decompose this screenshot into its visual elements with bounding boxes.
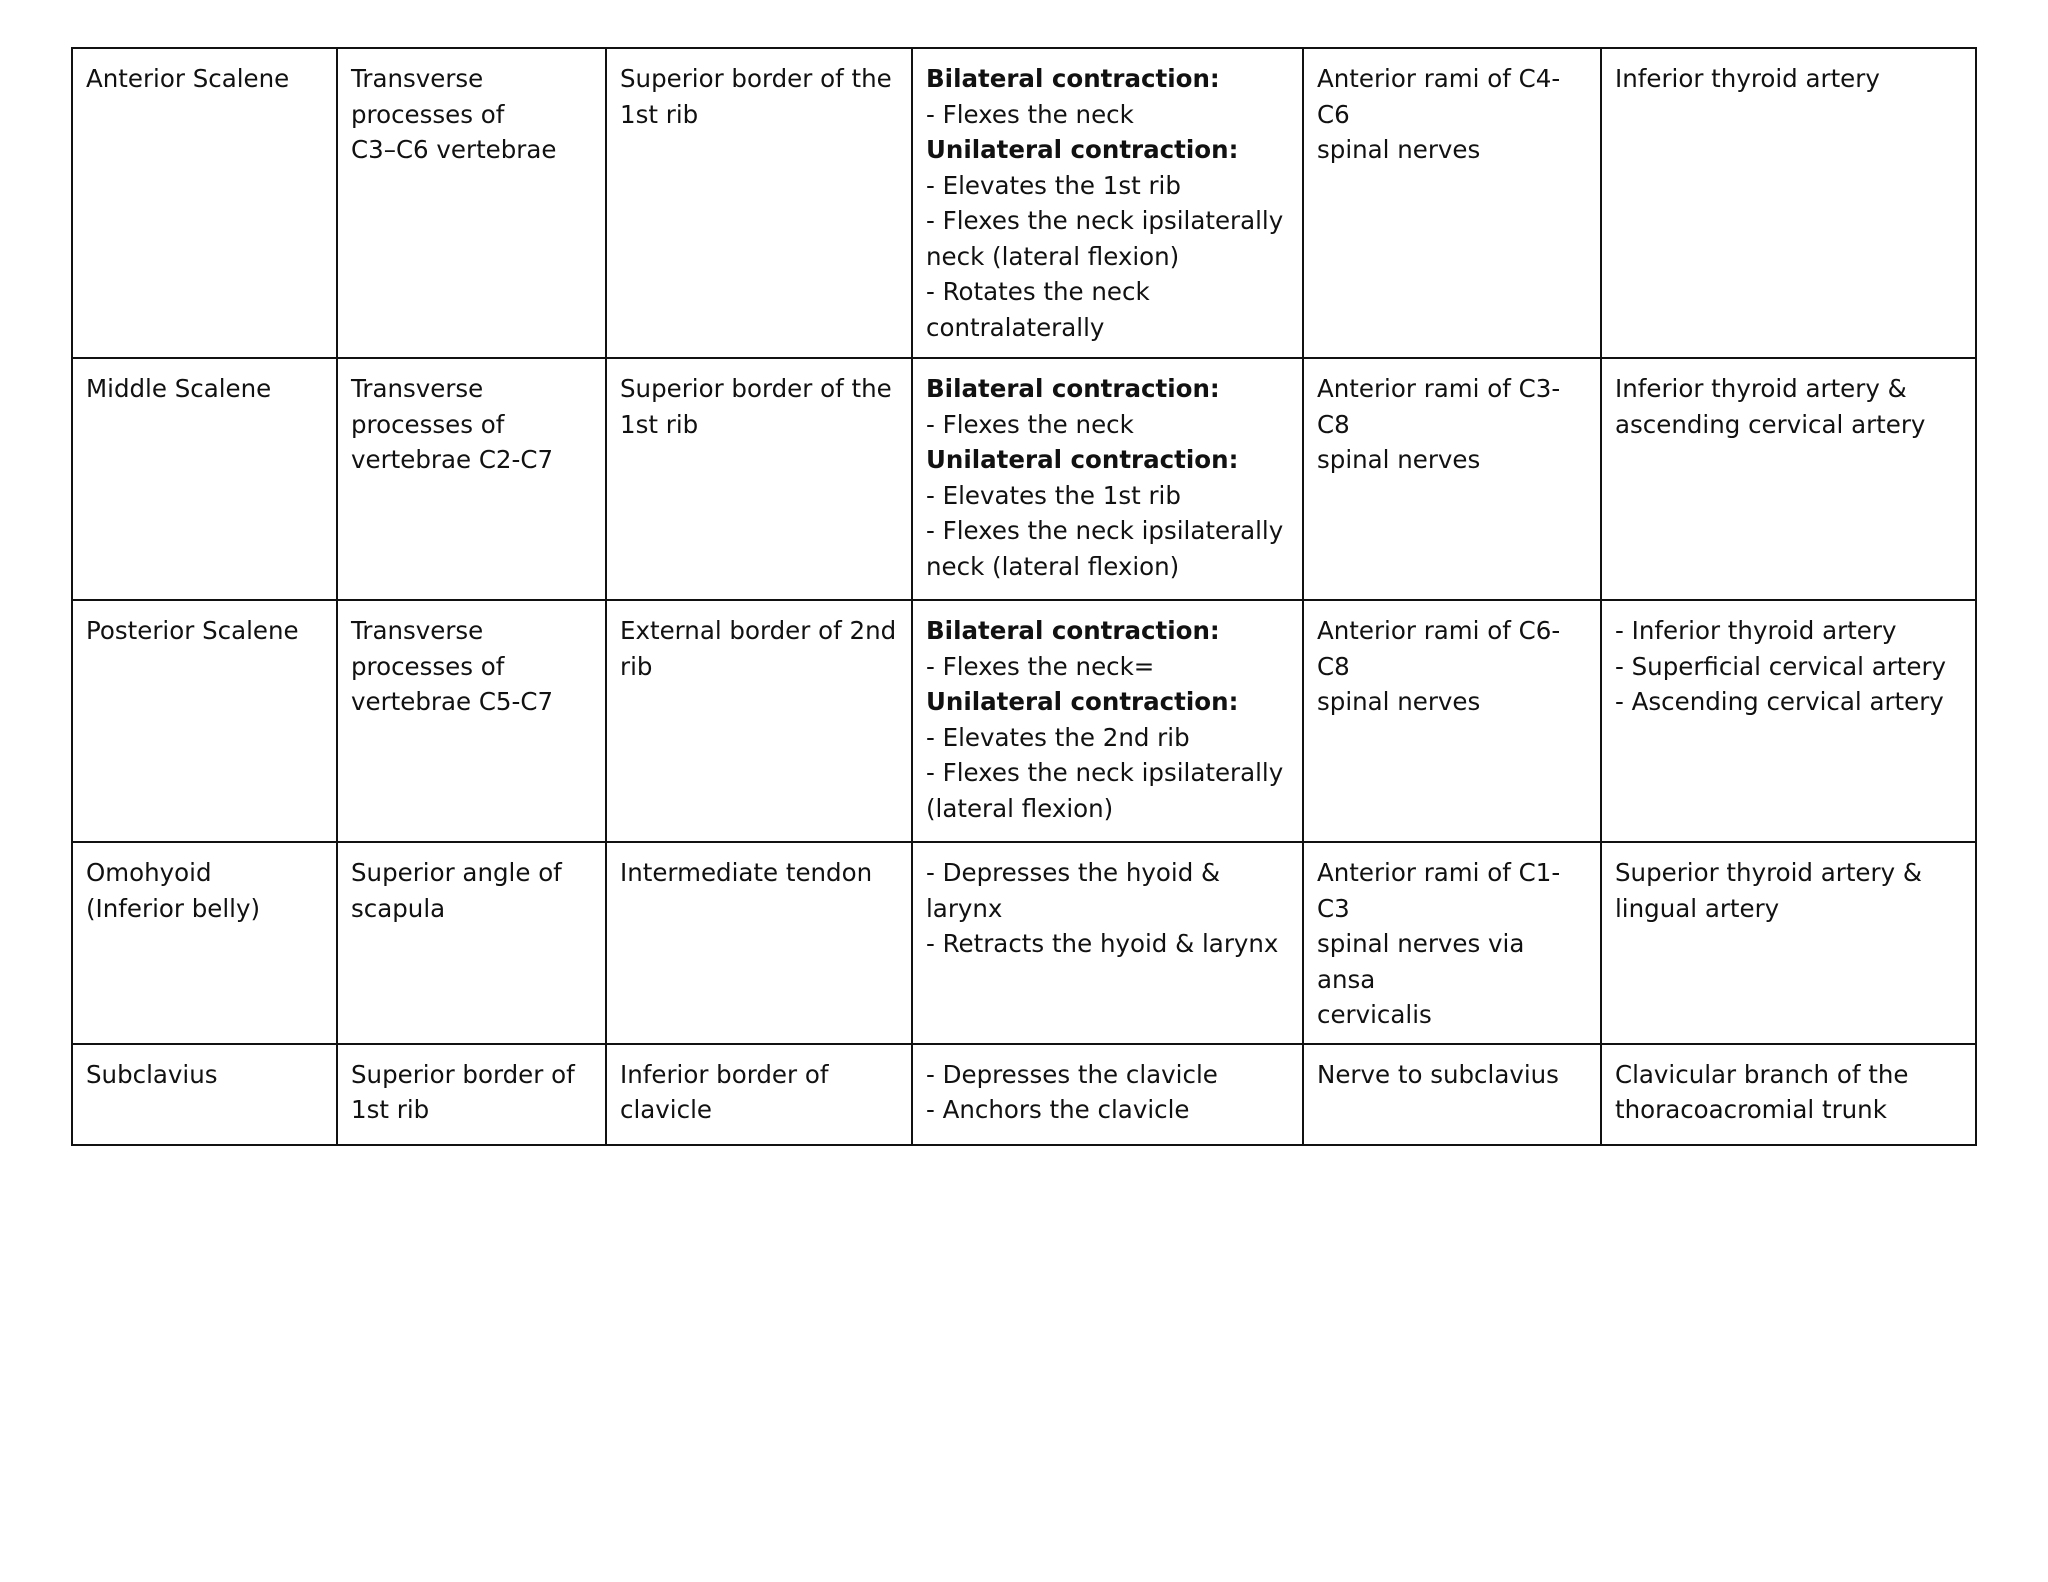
cell-text-line: - Flexes the neck= [926,651,1155,681]
cell-text-line: Anterior rami of C1-C3 [1317,858,1561,923]
action-heading: Bilateral contraction: [926,374,1220,403]
cell-text-line: vertebrae C2-C7 [351,445,554,474]
cell-text-line: Transverse [351,374,484,403]
action-heading: Bilateral contraction: [926,616,1220,645]
cell-text-line: - Ascending cervical artery [1615,687,1944,716]
origin-cell [337,358,606,600]
cell-text-line: - Flexes the neck [926,409,1134,439]
innervation-cell [1303,1044,1601,1145]
cell-text-line: Anterior rami of C4-C6 [1317,64,1561,129]
cell-text-line: Superior thyroid artery & [1615,858,1922,887]
innervation-cell [1303,358,1601,600]
cell-text-line: C3–C6 vertebrae [351,135,557,164]
cell-text-line: - Elevates the 2nd rib [926,722,1190,752]
cell-text-line: cervicalis [1317,1000,1432,1029]
muscle-name-cell [72,842,337,1044]
cell-text-line: - Inferior thyroid artery [1615,616,1897,645]
insertion-cell [606,48,912,358]
cell-text-line: Nerve to subclavius [1317,1059,1559,1089]
cell-text-line: Anterior rami of C6-C8 [1317,616,1561,681]
muscle-table-body [72,48,1976,1145]
muscle-name-cell [72,358,337,600]
muscle-table [71,47,1977,1146]
innervation-cell [1303,600,1601,842]
cell-text-line: spinal nerves [1317,135,1481,164]
table-row [72,600,1976,842]
muscle-name-cell [72,1044,337,1145]
cell-text-line: - Elevates the 1st rib [926,480,1181,510]
cell-text-line: vertebrae C5-C7 [351,687,554,716]
cell-text-line: spinal nerves via ansa [1317,929,1525,994]
cell-text-line: - Depresses the hyoid & [926,858,1221,887]
cell-text-line: - Flexes the neck ipsilaterally [926,206,1284,235]
insertion-cell [606,358,912,600]
cell-text-line: Inferior thyroid artery & [1615,374,1907,403]
cell-text-line: Clavicular branch of the [1615,1059,1909,1089]
cell-text-line: - Elevates the 1st rib [926,170,1181,200]
cell-text-line: Superior border of [351,1059,575,1089]
cell-text-line: Inferior thyroid artery [1615,64,1880,93]
insertion-cell [606,842,912,1044]
cell-text-line: - Flexes the neck ipsilaterally [926,758,1284,787]
origin-cell [337,48,606,358]
cell-text-line: (Inferior belly) [86,893,261,923]
cell-text-line: scapula [351,893,446,923]
cell-text-line: Subclavius [86,1059,218,1089]
action-cell [912,842,1303,1044]
cell-text-line: contralaterally [926,312,1105,342]
origin-cell [337,1044,606,1145]
blood-supply-cell [1601,842,1976,1044]
action-cell [912,358,1303,600]
cell-text-line: lingual artery [1615,893,1780,923]
cell-text-line: 1st rib [620,409,699,439]
blood-supply-cell [1601,600,1976,842]
action-cell [912,48,1303,358]
cell-text-line: - Superficial cervical artery [1615,651,1947,681]
insertion-cell [606,1044,912,1145]
muscle-name-cell [72,48,337,358]
action-cell [912,600,1303,842]
cell-text-line: neck (lateral flexion) [926,241,1180,271]
cell-text-line: thoracoacromial trunk [1615,1095,1887,1124]
cell-text-line: clavicle [620,1095,712,1124]
cell-text-line: Transverse [351,616,484,645]
innervation-cell [1303,842,1601,1044]
blood-supply-cell [1601,358,1976,600]
cell-text-line: - Anchors the clavicle [926,1095,1190,1124]
origin-cell [337,842,606,1044]
cell-text-line: - Flexes the neck [926,99,1134,129]
cell-text-line: Anterior rami of C3-C8 [1317,374,1561,439]
cell-text-line: larynx [926,893,1003,923]
action-cell [912,1044,1303,1145]
action-heading: Bilateral contraction: [926,64,1220,93]
cell-text-line: spinal nerves [1317,445,1481,474]
cell-text-line: Anterior Scalene [86,64,290,93]
cell-text-line: Superior angle of [351,858,562,887]
cell-text-line: processes of [351,99,505,129]
cell-text-line: spinal nerves [1317,687,1481,716]
cell-text-line: (lateral flexion) [926,793,1114,823]
origin-cell [337,600,606,842]
table-row [72,358,1976,600]
cell-text-line: Omohyoid [86,858,212,887]
cell-text-line: processes of [351,409,505,439]
cell-text-line: Posterior Scalene [86,616,299,645]
cell-text-line: ascending cervical artery [1615,409,1926,439]
action-heading: Unilateral contraction: [926,135,1239,164]
action-heading: Unilateral contraction: [926,687,1239,716]
blood-supply-cell [1601,1044,1976,1145]
cell-text-line: - Retracts the hyoid & larynx [926,929,1279,958]
cell-text-line: - Rotates the neck [926,277,1150,306]
cell-text-line: Intermediate tendon [620,858,873,887]
cell-text-line: 1st rib [351,1095,430,1124]
table-row [72,842,1976,1044]
innervation-cell [1303,48,1601,358]
cell-text-line: Middle Scalene [86,374,272,403]
cell-text-line: External border of 2nd [620,616,897,645]
insertion-cell [606,600,912,842]
cell-text-line: Superior border of the [620,374,892,403]
action-heading: Unilateral contraction: [926,445,1239,474]
table-row [72,1044,1976,1145]
table-row [72,48,1976,358]
blood-supply-cell [1601,48,1976,358]
cell-text-line: Transverse [351,64,484,93]
cell-text-line: rib [620,651,653,681]
cell-text-line: - Flexes the neck ipsilaterally [926,516,1284,545]
muscle-name-cell [72,600,337,842]
cell-text-line: processes of [351,651,505,681]
cell-text-line: - Depresses the clavicle [926,1059,1218,1089]
cell-text-line: Superior border of the [620,64,892,93]
cell-text-line: neck (lateral flexion) [926,551,1180,581]
cell-text-line: Inferior border of [620,1059,829,1089]
cell-text-line: 1st rib [620,99,699,129]
